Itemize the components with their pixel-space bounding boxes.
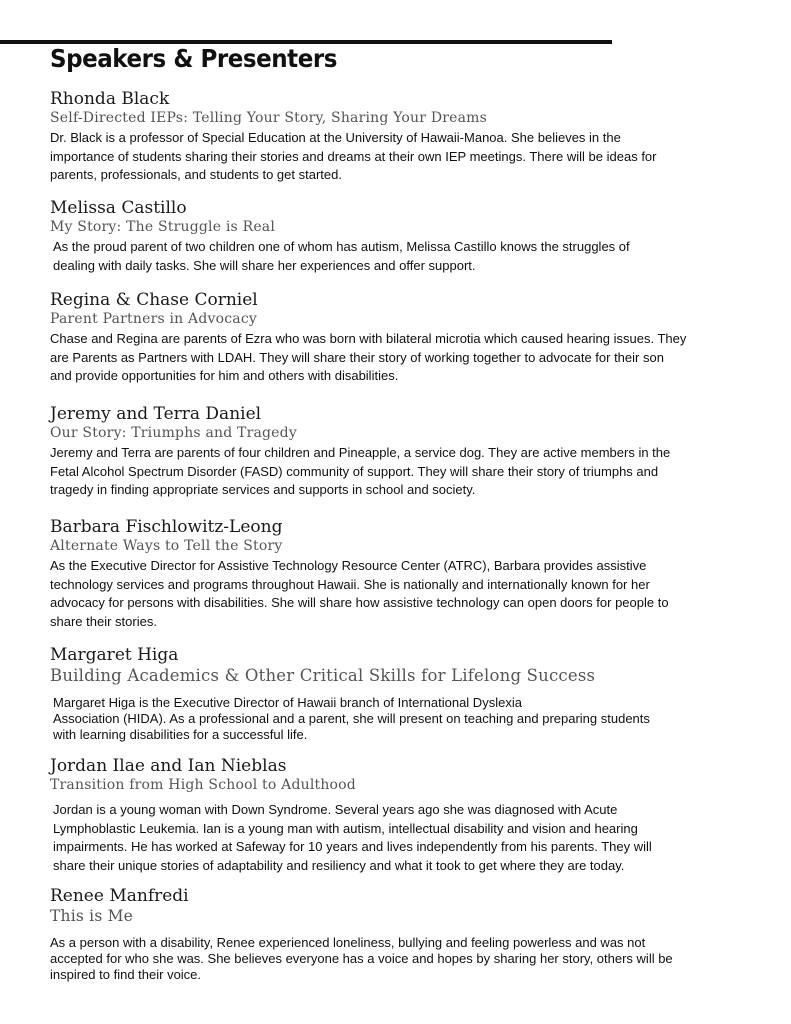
speaker-name: Rhonda Black [50, 89, 170, 109]
talk-title: Our Story: Triumphs and Tragedy [50, 425, 297, 441]
speaker-entry [50, 517, 750, 631]
speaker-description: Jordan is a young woman with Down Syndrome. Several years ago she was diagnosed with Acute Lymphoblastic Leukemia. Ian is a young man with autism, intellectual disability and vision and hearing impairments. He has worked at Safeway for 10 years and lives independently from his parents. They will share their unique stories of adaptability and resiliency and what it took to get where they are today. [53, 802, 652, 873]
speaker-name: Renee Manfredi [50, 886, 189, 906]
speaker-entry [50, 89, 750, 185]
page-title: Speakers & Presenters [50, 44, 337, 73]
speaker-name: Barbara Fischlowitz-Leong [50, 517, 283, 537]
talk-title: Alternate Ways to Tell the Story [50, 538, 283, 554]
speaker-name: Jordan Ilae and Ian Nieblas [50, 756, 287, 776]
speaker-description: Jeremy and Terra are parents of four children and Pineapple, a service dog. They are active members in the Fetal Alcohol Spectrum Disorder (FASD) community of support. They will share their story of triumphs and tragedy in finding appropriate services and supports in school and society. [50, 445, 671, 497]
speaker-entry [50, 404, 750, 500]
talk-title: Building Academics & Other Critical Skills for Lifelong Success [50, 666, 596, 685]
speaker-entry [50, 290, 750, 386]
speaker-description: Dr. Black is a professor of Special Education at the University of Hawaii-Manoa. She believes in the importance of students sharing their stories and dreams at their own IEP meetings. There will be ideas for parents, professionals, and students to get started. [50, 130, 657, 182]
speaker-name: Jeremy and Terra Daniel [50, 404, 262, 424]
speaker-description: As the Executive Director for Assistive Technology Resource Center (ATRC), Barbara provides assistive technology services and programs throughout Hawaii. She is nationally and internationally known for her advocacy for persons with disabilities. She will share how assistive technology can open doors for people to share their stories. [50, 558, 669, 629]
speaker-description: As a person with a disability, Renee experienced loneliness, bullying and feeling powerless and was not accepted for who she was. She believes everyone has a voice and hopes by sharing her story, others will be inspired to find their voice. [50, 935, 673, 982]
speaker-name: Melissa Castillo [50, 198, 187, 218]
speaker-description: As the proud parent of two children one of whom has autism, Melissa Castillo knows the struggles of dealing with daily tasks. She will share her experiences and offer support. [53, 239, 630, 273]
speaker-entry [50, 645, 750, 743]
speaker-entry [50, 198, 750, 275]
speaker-name: Margaret Higa [50, 645, 179, 665]
speaker-description: Chase and Regina are parents of Ezra who was born with bilateral microtia which caused hearing issues. They are Parents as Partners with LDAH. They will share their story of working together to advocate for their son and provide opportunities for him and others with disabilities. [50, 331, 687, 383]
talk-title: Parent Partners in Advocacy [50, 311, 257, 327]
talk-title: This is Me [50, 907, 134, 925]
speaker-entry [50, 886, 750, 983]
speaker-description: Margaret Higa is the Executive Director of Hawaii branch of International Dyslexia Association (HIDA). As a professional and a parent, she will present on teaching and preparing students with learning disabilities for a successful life. [53, 695, 650, 742]
speaker-name: Regina & Chase Corniel [50, 290, 258, 310]
talk-title: Transition from High School to Adulthood [50, 777, 356, 793]
speaker-entry [50, 756, 750, 875]
talk-title: My Story: The Struggle is Real [50, 219, 276, 235]
talk-title: Self-Directed IEPs: Telling Your Story, Sharing Your Dreams [50, 110, 488, 126]
